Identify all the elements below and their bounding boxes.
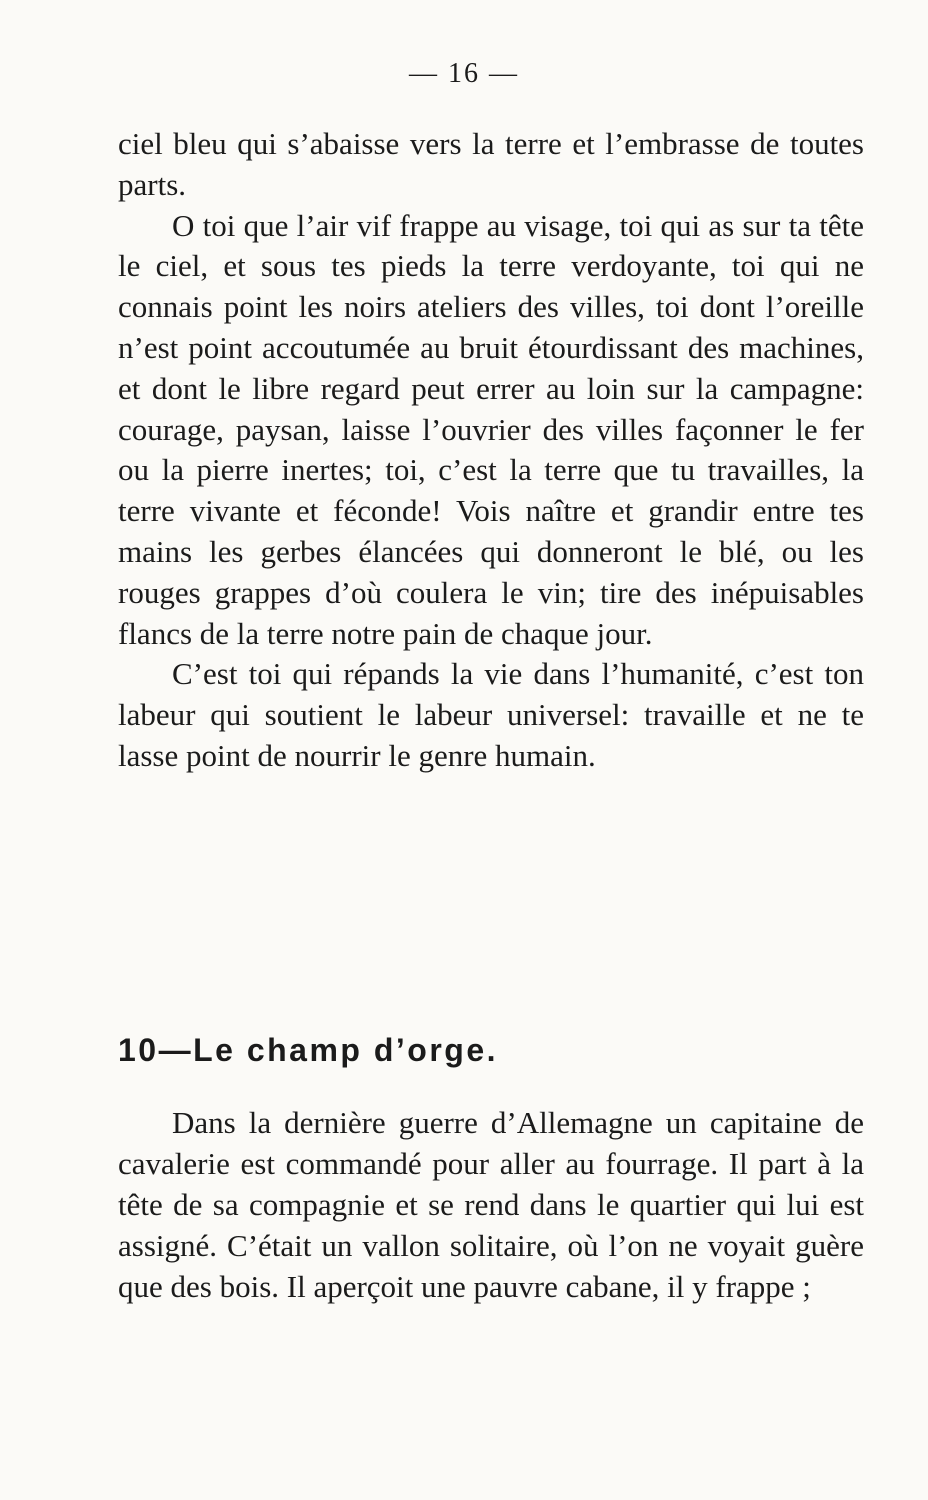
section-heading: 10—Le champ d’orge.	[118, 1032, 499, 1068]
paragraph-continuation: ciel bleu qui s’abaisse vers la terre et l’embrasse de toutes parts.	[118, 126, 864, 202]
body-text-top	[118, 124, 864, 777]
paragraph-ode-to-peasant: O toi que l’air vif frappe au visage, toi qui as sur ta tête le ciel, et sous tes pieds la terre verdoyante, toi qui ne connais point les noirs ateliers des villes, toi dont l’oreille n’est point accoutumée au bruit étourdissant des machines, et dont le libre regard peut errer au loin sur la campagne: courage, paysan, laisse l’ouvrier des villes façonner le fer ou la pierre inertes; toi, c’est la terre que tu travailles, la terre vivante et féconde! Vois naître et grandir entre tes mains les gerbes élancées qui donneront le blé, ou les rouges grappes d’où coulera le vin; tire des inépuisables flancs de la terre notre pain de chaque jour.	[118, 207, 864, 651]
paragraph-story-start: Dans la dernière guerre d’Allemagne un capitaine de cavalerie est commandé pour aller au fourrage. Il part à la tête de sa compagnie et se rend dans le quartier qui lui est assigné. C’était un vallon solitaire, où l’on ne voyait guère que des bois. Il aperçoit une pauvre cabane, il y frappe ;	[118, 1105, 864, 1304]
page-number: — 16 —	[409, 58, 519, 89]
body-text-bottom	[118, 1102, 864, 1307]
paragraph-humanity: C’est toi qui répands la vie dans l’humanité, c’est ton labeur qui soutient le labeur universel: travaille et ne te lasse point de nourrir le genre humain.	[118, 656, 864, 773]
